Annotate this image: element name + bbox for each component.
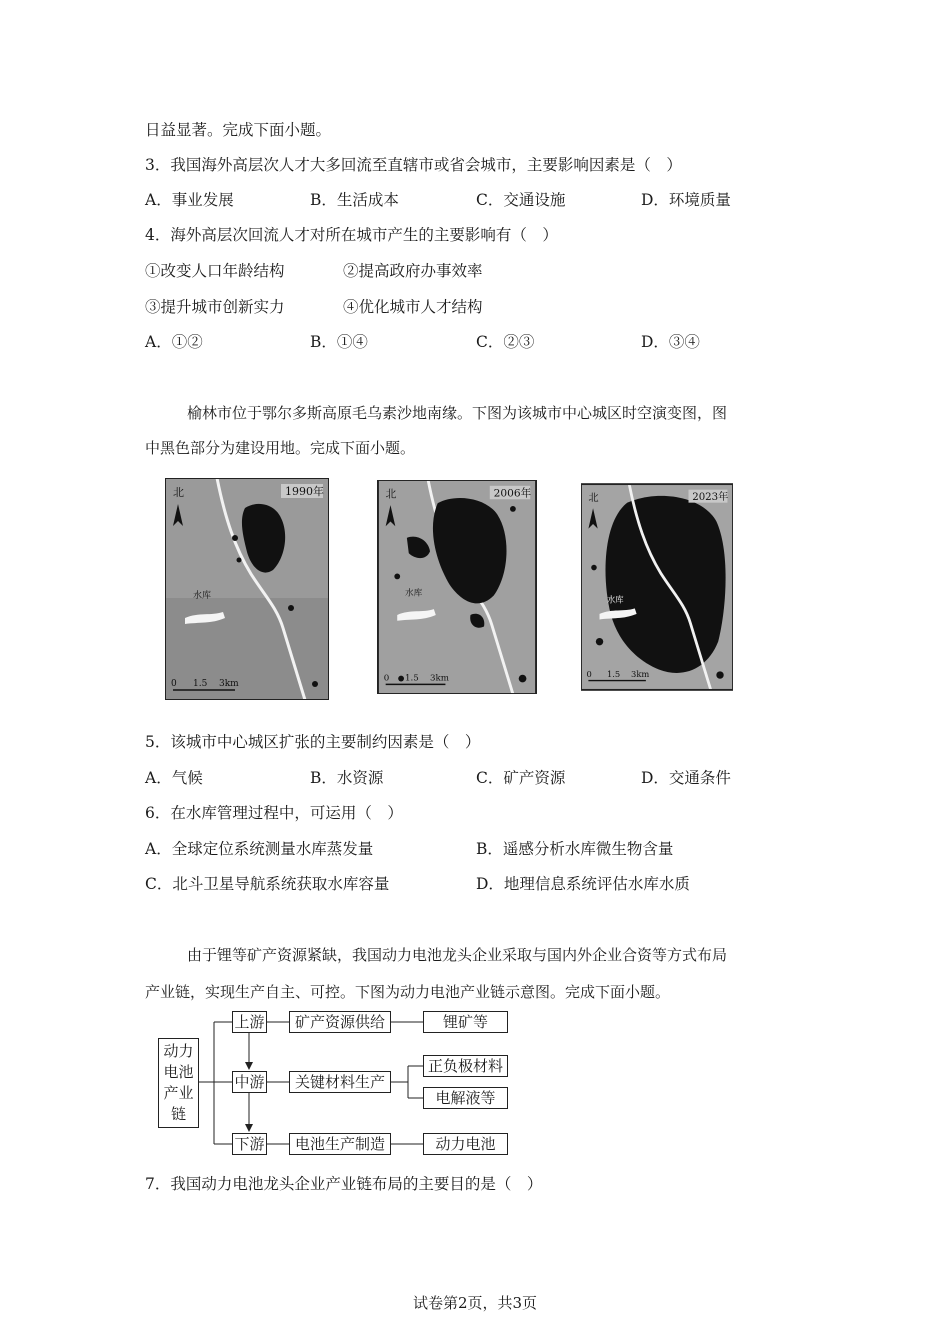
passage-2-line-1: 榆林市位于鄂尔多斯高原毛乌素沙地南缘。下图为该城市中心城区时空演变图，图 bbox=[187, 404, 728, 422]
map-2023-scale-mid: 1.5 bbox=[606, 668, 621, 679]
map-1990-scale-end: 3km bbox=[219, 679, 239, 689]
q4-option-b[interactable]: B．①④ bbox=[310, 333, 368, 351]
map-2006-scale-mid: 1.5 bbox=[404, 673, 419, 684]
q4-item-3: ③提升城市创新实力 bbox=[145, 298, 285, 316]
map-1990-year: 1990年 bbox=[285, 485, 324, 498]
passage-3-line-1: 由于锂等矿产资源紧缺，我国动力电池龙头企业采取与国内外企业合资等方式布局 bbox=[187, 946, 728, 964]
upstream-box: 上游 bbox=[232, 1011, 267, 1033]
map-2023-year: 2023年 bbox=[692, 491, 729, 503]
chain-root-line-3: 产业 bbox=[163, 1084, 194, 1102]
q5-option-c[interactable]: C．矿产资源 bbox=[476, 769, 566, 787]
downstream-box: 下游 bbox=[232, 1133, 267, 1155]
map-1990 bbox=[165, 478, 329, 700]
battery-manufacturing-box: 电池生产制造 bbox=[289, 1133, 391, 1155]
question-3-stem: 3．我国海外高层次人才大多回流至直辖市或省会城市，主要影响因素是（ ） bbox=[145, 156, 682, 174]
q5-option-d[interactable]: D．交通条件 bbox=[641, 769, 731, 787]
map-2006-image bbox=[377, 480, 537, 694]
map-1990-scale-0: 0 bbox=[171, 679, 177, 689]
q4-item-2: ②提高政府办事效率 bbox=[343, 262, 483, 280]
passage-tail: 日益显著。完成下面小题。 bbox=[145, 121, 332, 139]
map-2006-scale-end: 3km bbox=[430, 673, 449, 684]
q4-item-1: ①改变人口年龄结构 bbox=[145, 262, 285, 280]
page-footer: 试卷第2页，共3页 bbox=[412, 1294, 538, 1312]
q5-option-b[interactable]: B．水资源 bbox=[310, 769, 384, 787]
map-2006 bbox=[377, 480, 537, 694]
electrode-material-box: 正负极材料 bbox=[423, 1055, 508, 1077]
map-2023-north: 北 bbox=[588, 492, 599, 504]
map-1990-north: 北 bbox=[173, 486, 184, 499]
q4-item-4: ④优化城市人才结构 bbox=[343, 298, 483, 316]
q3-option-c[interactable]: C．交通设施 bbox=[476, 191, 566, 209]
map-1990-scale-mid: 1.5 bbox=[193, 679, 208, 689]
passage-3-line-2: 产业链，实现生产自主、可控。下图为动力电池产业链示意图。完成下面小题。 bbox=[145, 983, 671, 1001]
map-2023-image bbox=[581, 480, 733, 694]
q3-option-b[interactable]: B．生活成本 bbox=[310, 191, 399, 209]
q3-option-d[interactable]: D．环境质量 bbox=[641, 191, 731, 209]
map-2006-scale-0: 0 bbox=[383, 673, 390, 684]
question-7-stem: 7．我国动力电池龙头企业产业链布局的主要目的是（ ） bbox=[145, 1175, 543, 1193]
map-2006-north: 北 bbox=[385, 488, 397, 501]
battery-industry-chain-diagram bbox=[150, 1010, 530, 1160]
q6-option-c[interactable]: C．北斗卫星导航系统获取水库容量 bbox=[145, 875, 390, 893]
mineral-supply-box: 矿产资源供给 bbox=[289, 1011, 391, 1033]
midstream-box: 中游 bbox=[232, 1071, 267, 1093]
lithium-ore-box: 锂矿等 bbox=[423, 1011, 508, 1033]
q4-option-c[interactable]: C．②③ bbox=[476, 333, 535, 351]
chain-root-line-1: 动力 bbox=[163, 1042, 194, 1060]
map-2023-reservoir-label: 水库 bbox=[606, 594, 624, 605]
map-2023-scale-end: 3km bbox=[631, 668, 650, 679]
chain-root-line-4: 链 bbox=[170, 1105, 186, 1123]
q4-option-a[interactable]: A．①② bbox=[145, 333, 203, 351]
chain-root-box bbox=[158, 1038, 199, 1128]
map-2023 bbox=[581, 480, 733, 694]
electrolyte-box: 电解液等 bbox=[423, 1087, 508, 1109]
q6-option-a[interactable]: A．全球定位系统测量水库蒸发量 bbox=[145, 840, 374, 858]
question-6-stem: 6．在水库管理过程中，可运用（ ） bbox=[145, 804, 403, 822]
q6-option-d[interactable]: D．地理信息系统评估水库水质 bbox=[476, 875, 690, 893]
question-5-stem: 5．该城市中心城区扩张的主要制约因素是（ ） bbox=[145, 733, 481, 751]
question-4-stem: 4．海外高层次回流人才对所在城市产生的主要影响有（ ） bbox=[145, 226, 558, 244]
q5-option-a[interactable]: A．气候 bbox=[145, 769, 203, 787]
passage-2-line-2: 中黑色部分为建设用地。完成下面小题。 bbox=[145, 439, 416, 457]
map-1990-image bbox=[165, 478, 329, 700]
map-1990-reservoir-label: 水库 bbox=[193, 591, 212, 601]
q3-option-a[interactable]: A．事业发展 bbox=[145, 191, 234, 209]
power-battery-box: 动力电池 bbox=[423, 1133, 508, 1155]
q6-option-b[interactable]: B．遥感分析水库微生物含量 bbox=[476, 840, 674, 858]
key-material-box: 关键材料生产 bbox=[289, 1071, 391, 1093]
chain-root-line-2: 电池 bbox=[163, 1063, 194, 1081]
map-2023-scale-0: 0 bbox=[586, 668, 592, 679]
q4-option-d[interactable]: D．③④ bbox=[641, 333, 700, 351]
map-2006-year: 2006年 bbox=[493, 487, 532, 500]
map-2006-reservoir-label: 水库 bbox=[404, 588, 423, 599]
